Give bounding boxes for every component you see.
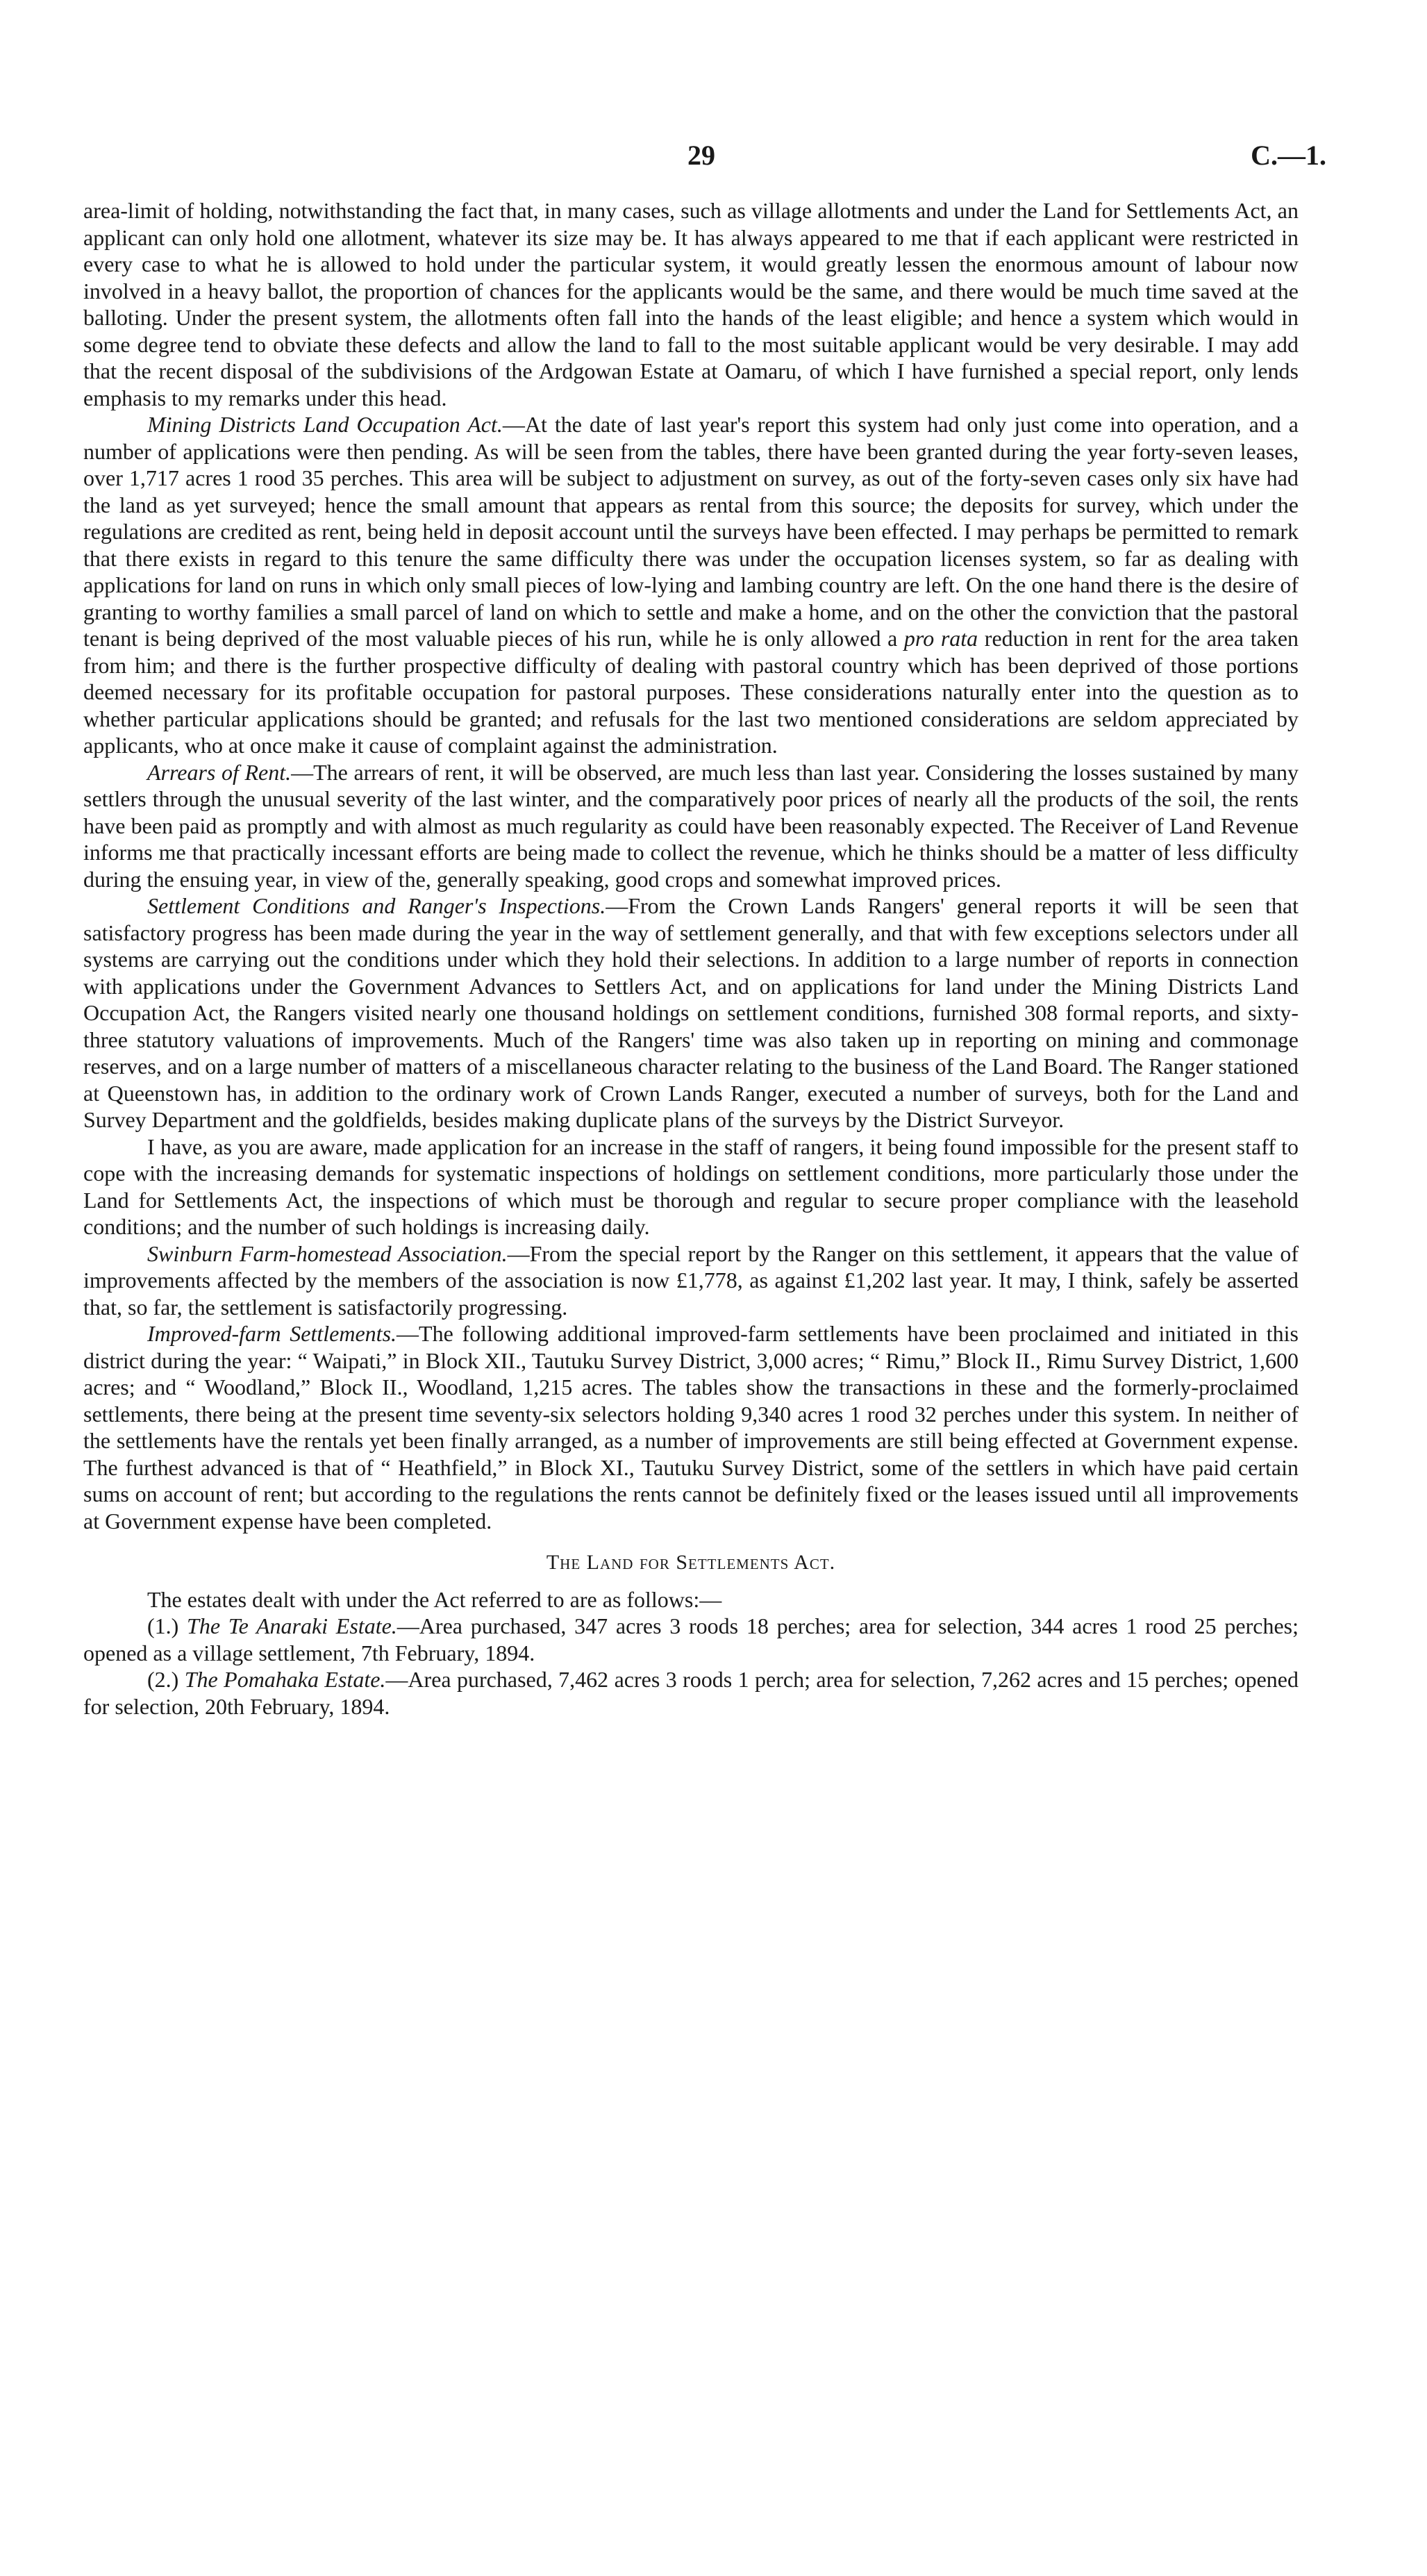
body-text bbox=[83, 197, 1299, 1720]
estate-item bbox=[83, 1666, 1299, 1720]
paragraph-arrears-of-rent bbox=[83, 759, 1299, 893]
paragraph-body: —At the date of last year's report this system had only just come into operation, and a number of applications were then pending. As will be seen from the tables, there have been granted during the year forty-seven leases, over 1,717 acres 1 rood 35 perches. This area will be subject to adjustment on survey, as out of the forty-seven cases only six have had the land as yet surveyed; hence the small amount that appears as rental from this source; the deposits for survey, which under the regulations are credited as rent, being held in deposit account until the surveys have been effected. I may perhaps be permitted to remark that there exists in regard to this tenure the same difficulty there was under the occupation licenses system, so far as dealing with applications for land on runs in which only small pieces of low-lying and lambing country are left. On the one hand there is the desire of granting to worthy families a small parcel of land on which to settle and make a home, and on the other the conviction that the pastoral tenant is being deprived of the most valuable pieces of his run, while he is only allowed a bbox=[83, 412, 1299, 651]
paragraph-heading: Mining Districts Land Occupation Act. bbox=[147, 412, 503, 437]
paragraph-heading: Settlement Conditions and Ranger's Inspections. bbox=[147, 893, 606, 918]
section-title: The Land for Settlements Act. bbox=[546, 1551, 836, 1574]
paragraph-body: —From the Crown Lands Rangers' general reports it will be seen that satisfactory progress has been made during the year in the way of settlement generally, and that with few exceptions selectors under all systems are carrying out the conditions under which they hold their selections. In addition to a large number of reports in connection with applications under the Government Advances to Settlers Act, and on applications for land under the Mining Districts Land Occupation Act, the Rangers visited nearly one thousand holdings on settlement conditions, furnished 308 formal reports, and sixty-three statutory valuations of improvements. Much of the Rangers' time was also taken up in reporting on mining and commonage reserves, and on a large number of matters of a miscellaneous character relating to the business of the Land Board. The Ranger stationed at Queenstown has, in addition to the ordinary work of Crown Lands Ranger, executed a number of surveys, both for the Land and Survey Department and the goldfields, besides making duplicate plans of the surveys by the District Surveyor. bbox=[83, 893, 1299, 1132]
section-intro: The estates dealt with under the Act referred to are as follows:— bbox=[147, 1586, 722, 1612]
paragraph-heading: Improved-farm Settlements. bbox=[147, 1321, 397, 1346]
item-number: (1.) bbox=[147, 1613, 187, 1638]
paragraph-heading: Swinburn Farm-homestead Association. bbox=[147, 1240, 508, 1266]
page-header bbox=[83, 139, 1326, 188]
document-page bbox=[83, 139, 1326, 1720]
paragraph-staff-of-rangers: I have, as you are aware, made application for an increase in the staff of rangers, it being found impossible for the present staff to cope with the increasing demands for systematic inspections of holdings on settlement conditions, more particularly those under the Land for Settlements Act, the inspections of which must be thorough and regular to secure proper compliance with the leasehold conditions; and the number of such holdings is increasing daily. bbox=[83, 1133, 1299, 1239]
estate-item bbox=[83, 1613, 1299, 1666]
paragraph-body: —From the special report by the Ranger on this settlement, it appears that the value of improvements affected by the members of the association is now £1,778, as against £1,202 last year. It may, I think, safely be asserted that, so far, the settlement is satisfactorily progressing. bbox=[83, 1240, 1299, 1320]
estate-details: —Area purchased, 7,462 acres 3 roods 1 perch; area for selection, 7,262 acres and 15 perches; opened for selection, 20th February, 1894. bbox=[83, 1667, 1299, 1719]
paragraph-settlement-conditions bbox=[83, 892, 1299, 1133]
paragraph-body: —The following additional improved-farm settlements have been proclaimed and initiated in this district during the year: “ Waipati,” in Block XII., Tautuku Survey District, 3,000 acres; “ Rimu,” Block II., Rimu Survey District, 1,600 acres; and “ Woodland,” Block II., Woodland, 1,215 acres. The tables show the transactions in these and the formerly-proclaimed settlements, there being at the present time seventy-six selectors holding 9,340 acres 1 rood 32 perches under this system. In neither of the settlements have the rentals yet been finally arranged, as a number of improvements are still being effected at Government expense. The furthest advanced is that of “ Heathfield,” in Block XI., Tautuku Survey District, some of the settlers in which have paid certain sums on account of rent; but according to the regulations the rents cannot be definitely fixed or the leases issued until all improvements at Government expense have been completed. bbox=[83, 1321, 1299, 1534]
paragraph-mining-districts bbox=[83, 411, 1299, 759]
paragraph-improved-farm bbox=[83, 1320, 1299, 1534]
estate-name: The Pomahaka Estate. bbox=[184, 1667, 386, 1692]
paragraph-swinburn bbox=[83, 1240, 1299, 1321]
paragraph-heading: Arrears of Rent. bbox=[147, 759, 292, 785]
page-number: 29 bbox=[687, 140, 715, 171]
paragraph-body-tail: reduction in rent for the area taken from him; and there is the further prospective difficulty of dealing with pastoral country which has been deprived of those portions deemed necessary for its profitable occupation for pastoral purposes. These considerations naturally enter into the question as to whether particular applications should be granted; and refusals for the last two mentioned considerations are seldom appreciated by applicants, who at once make it cause of complaint against the administration. bbox=[83, 626, 1299, 758]
item-number: (2.) bbox=[147, 1667, 185, 1692]
latin-phrase: pro rata bbox=[903, 626, 978, 651]
document-reference: C.—1. bbox=[1251, 140, 1326, 171]
paragraph-area-limit: area-limit of holding, notwithstanding the fact that, in many cases, such as village allotments and under the Land for Settlements Act, an applicant can only hold one allotment, whatever its size may be. It has always appeared to me that if each applicant were restricted in every case to what he is allowed to hold under the particular system, it would greatly lessen the enormous amount of labour now involved in a heavy ballot, the proportion of chances for the applicants would be the same, and there would be much time saved at the balloting. Under the present system, the allotments often fall into the hands of the least eligible; and hence a system which would in some degree tend to obviate these defects and allow the land to fall to the most suitable applicant would be very desirable. I may add that the recent disposal of the subdivisions of the Ardgowan Estate at Oamaru, of which I have furnished a special report, only lends emphasis to my remarks under this head. bbox=[83, 198, 1299, 410]
estate-name: The Te Anaraki Estate. bbox=[187, 1613, 397, 1638]
paragraph-body: —The arrears of rent, it will be observed, are much less than last year. Considering the losses sustained by many settlers through the unusual severity of the last winter, and the comparatively poor prices of nearly all the products of the soil, the rents have been paid as promptly and with almost as much regularity as could have been reasonably expected. The Receiver of Land Revenue informs me that practically incessant efforts are being made to collect the revenue, which he thinks should be a matter of less difficulty during the ensuing year, in view of the, generally speaking, good crops and somewhat improved prices. bbox=[83, 759, 1299, 892]
estate-details: —Area purchased, 347 acres 3 roods 18 perches; area for selection, 344 acres 1 rood 25 perches; opened as a village settlement, 7th February, 1894. bbox=[83, 1613, 1299, 1665]
